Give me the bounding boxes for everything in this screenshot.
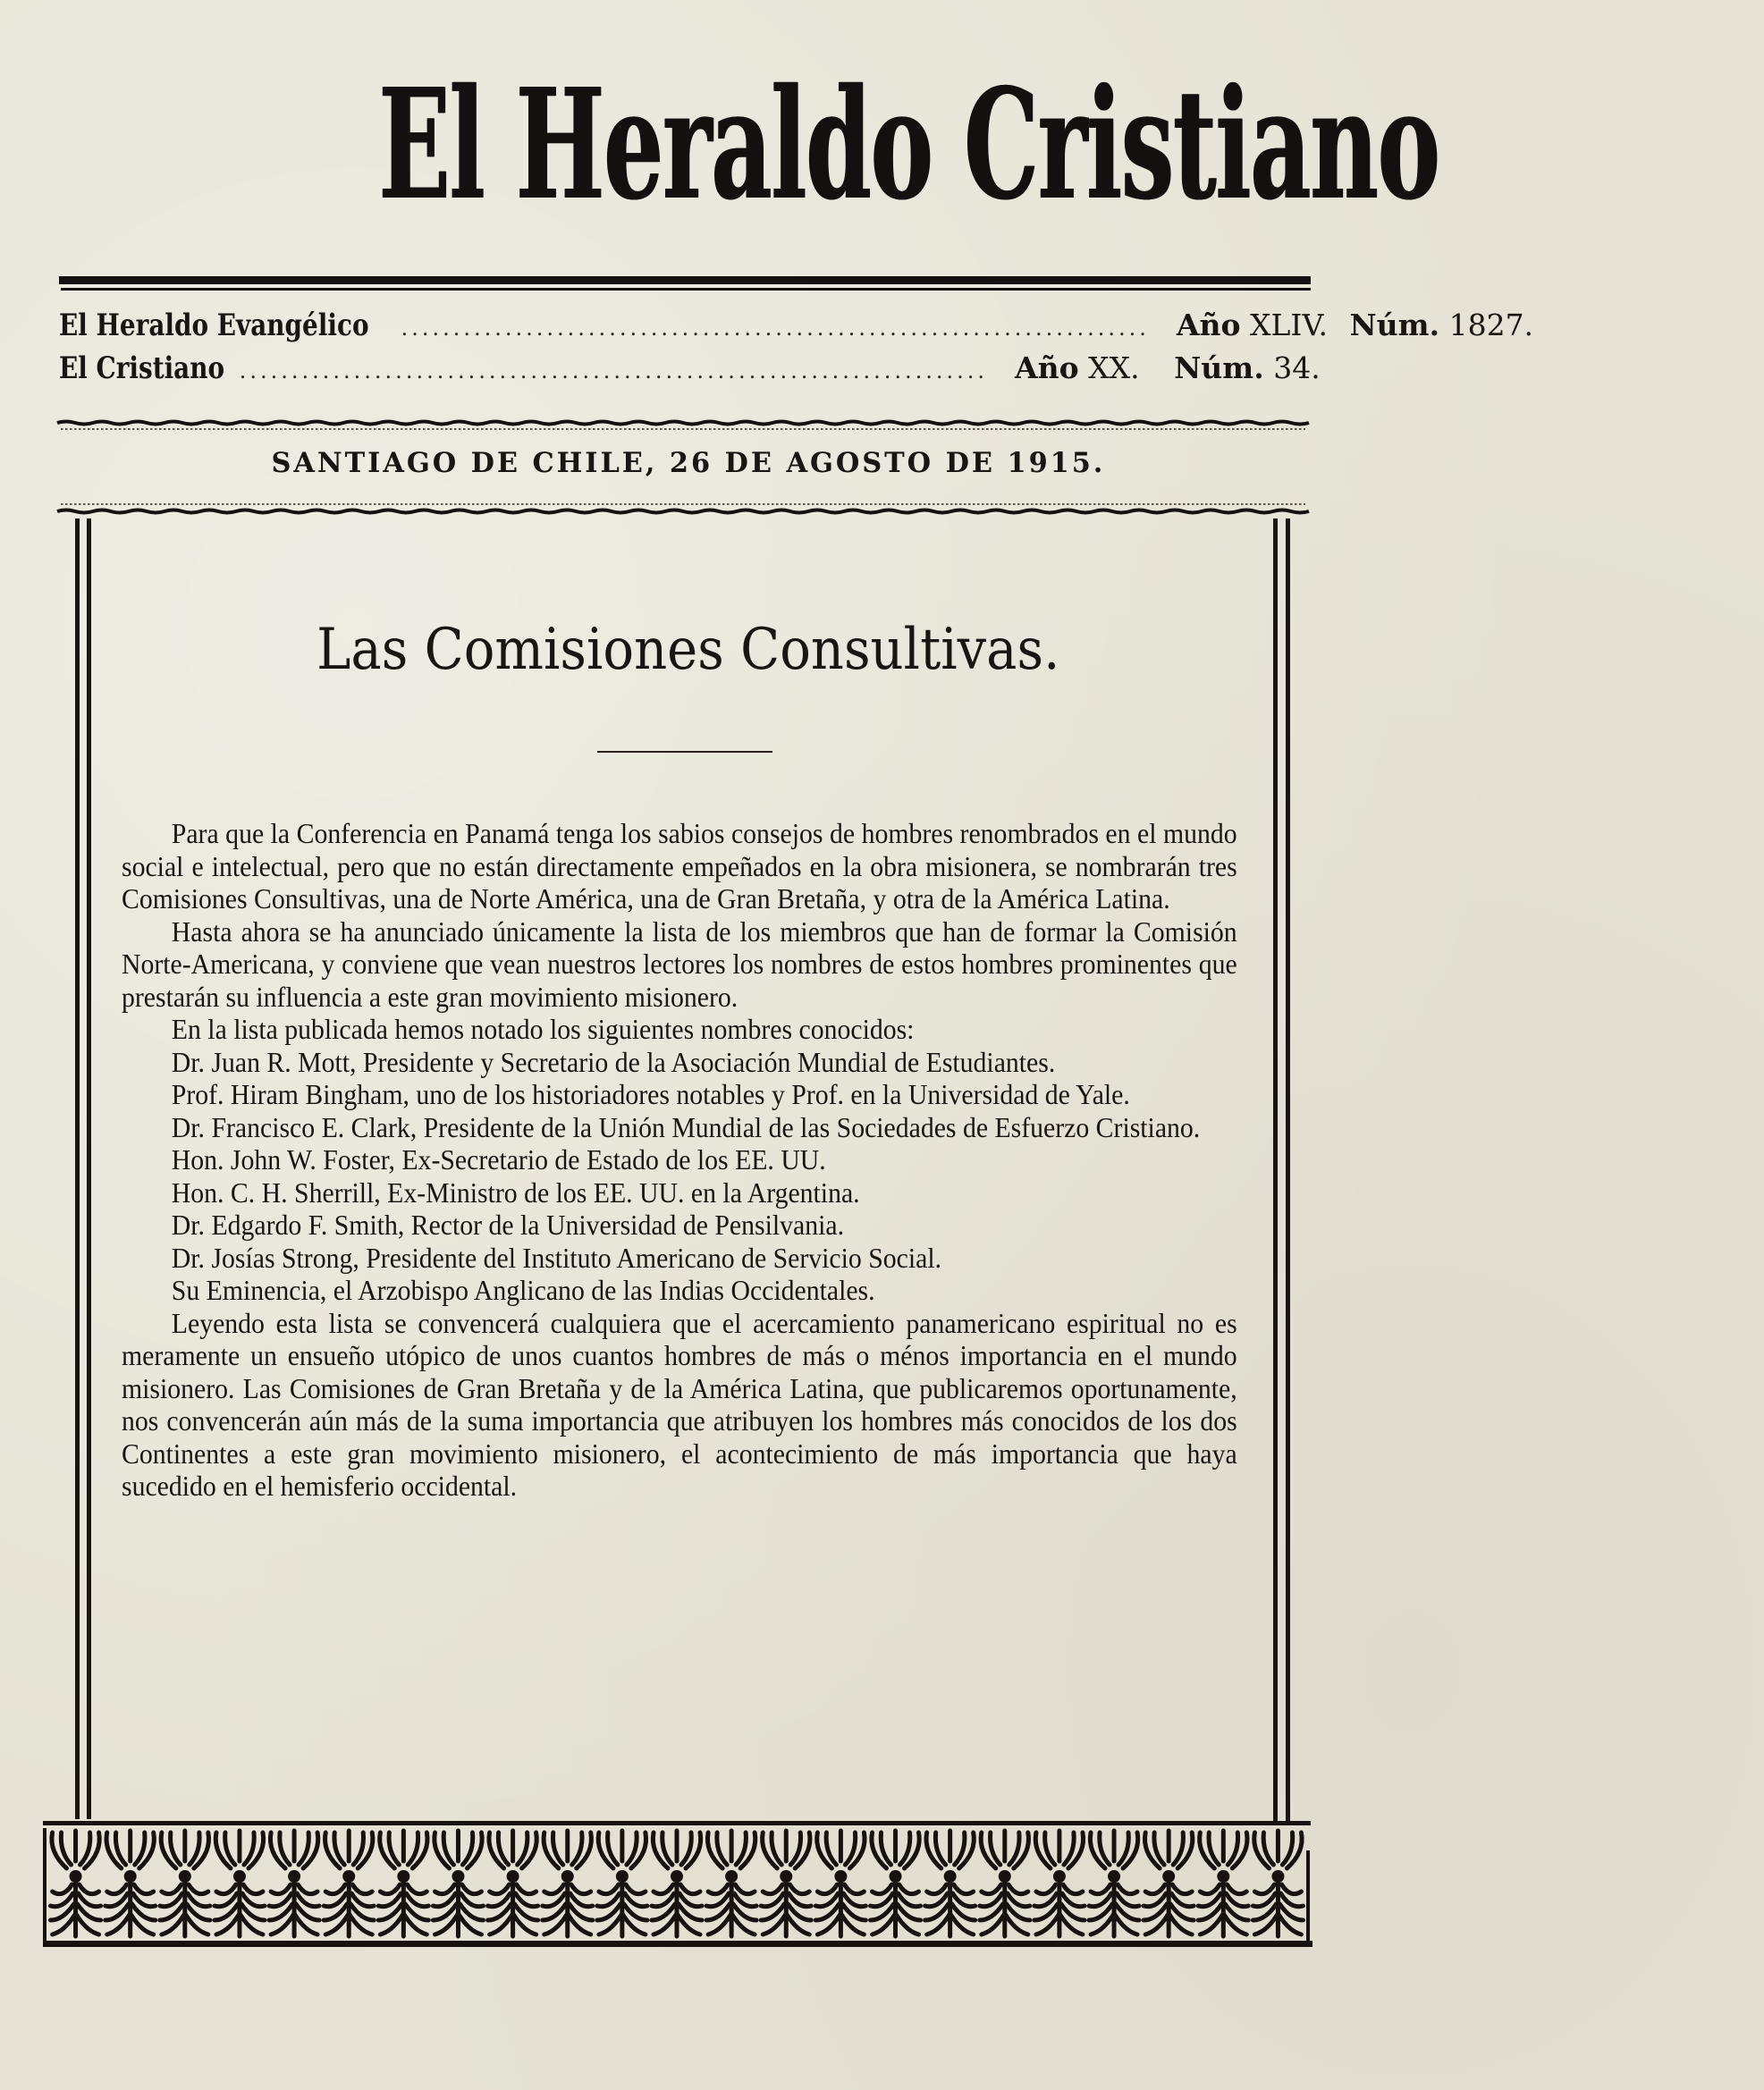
dotted-rule-bottom <box>61 503 1305 505</box>
tulip-icon <box>160 1831 210 1936</box>
masthead-title: El Heraldo Cristiano <box>378 55 1439 234</box>
subtitle-row <box>59 308 1534 350</box>
tulip-icon <box>324 1831 374 1936</box>
member-entry: Su Eminencia, el Arzobispo Anglicano de las Indias Occidentales. <box>171 1274 875 1306</box>
year-value: XLIV. <box>1250 308 1328 342</box>
ornament-band-bottom-rule <box>43 1941 1312 1947</box>
tulip-icon <box>815 1831 865 1936</box>
article-title <box>98 617 1279 683</box>
tulip-icon <box>269 1831 319 1936</box>
member-entry: Dr. Edgardo F. Smith, Rector de la Universidad de Pensilvania. <box>171 1209 845 1241</box>
wavy-rule-bottom <box>57 509 1309 514</box>
tulip-icon <box>1034 1831 1085 1936</box>
tulip-icon <box>215 1831 265 1936</box>
number-value: 1827. <box>1448 308 1534 342</box>
frame-right-inner <box>1273 518 1278 1821</box>
masthead-rule-thin <box>61 288 1311 291</box>
issue-info <box>1177 308 1533 342</box>
wavy-rule-path <box>57 510 1309 513</box>
masthead <box>54 55 1439 261</box>
year-label: Año <box>1015 350 1079 385</box>
article-body-inner <box>122 817 1237 1503</box>
subtitle-name: El Heraldo Evangélico <box>59 308 369 343</box>
member-entry: Dr. Juan R. Mott, Presidente y Secretario de la Asociación Mundial de Estudiantes. <box>171 1045 1056 1078</box>
article-title-text: Las Comisiones Consultivas. <box>317 617 1060 683</box>
tulip-icon <box>597 1831 647 1936</box>
tulip-icon <box>378 1831 428 1936</box>
member-entry: Hon. John W. Foster, Ex-Secretario de Estado de los EE. UU. <box>171 1143 826 1176</box>
title-underline-rule <box>597 751 772 753</box>
dateline-text: SANTIAGO DE CHILE, 26 DE AGOSTO DE 1915. <box>271 447 1106 479</box>
subtitle-row <box>59 350 1320 393</box>
paragraph: Para que la Conferencia en Panamá tenga los sabios consejos de hombres renombrados en el mundo social e intelectual, pero que no están directamente empeñados en la obra misionera, se nombrarán tres Comisiones Consultivas, una de Norte América, una de Gran Bretaña, y otra de la América Latina. <box>122 817 1237 914</box>
tulip-icon <box>433 1831 483 1936</box>
dot-leader: ........................................................................ <box>401 316 1150 341</box>
number-label: Núm. <box>1174 350 1264 385</box>
dateline <box>54 447 1323 479</box>
tulip-icon <box>761 1831 811 1936</box>
wavy-rule-top <box>57 420 1309 426</box>
tulip-icon <box>488 1831 538 1936</box>
tulip-icon <box>1089 1831 1139 1936</box>
ornament-band <box>48 1827 1305 1940</box>
wavy-rule-path <box>57 422 1309 425</box>
ornament-band-top-rule <box>43 1821 1311 1825</box>
closing-paragraph: Leyendo esta lista se convencerá cualquiera que el acercamiento panamericano espiritual no es meramente un ensueño utópico de unos cuantos hombres de más o ménos importancia en el mundo misionero. Las Comisiones de Gran Bretaña y de la América Latina, que publicaremos oportunamente, nos convencerán aún más de la suma importancia que atribuyen los hombres más conocidos de los dos Continentes a este gran movimiento misionero, el acontecimiento de más importancia que haya sucedido en el hemisferio occidental. <box>122 1306 1237 1502</box>
number-value: 34. <box>1273 350 1321 385</box>
tulip-icon <box>543 1831 593 1936</box>
article-body <box>122 817 1237 1503</box>
dotted-rule-top <box>61 428 1305 430</box>
ornament-band-right-rule <box>1306 1850 1310 1942</box>
tulip-icon <box>106 1831 156 1936</box>
number-label: Núm. <box>1349 308 1440 342</box>
frame-left-outer <box>75 518 80 1819</box>
frame-left-inner <box>87 518 91 1819</box>
paragraph: En la lista publicada hemos notado los siguientes nombres conocidos: <box>171 1013 915 1045</box>
member-entry: Dr. Francisco E. Clark, Presidente de la Unión Mundial de las Sociedades de Esfuerzo Cristiano. <box>171 1110 1201 1143</box>
tulip-icon <box>925 1831 975 1936</box>
frame-right-outer <box>1286 518 1290 1821</box>
tulip-icon <box>980 1831 1030 1936</box>
issue-info <box>1015 350 1321 385</box>
tulip-icon <box>1198 1831 1248 1936</box>
member-entry: Hon. C. H. Sherrill, Ex-Ministro de los EE. UU. en la Argentina. <box>171 1176 860 1209</box>
ornament-band-left-rule <box>43 1828 46 1941</box>
masthead-rule-thick <box>59 276 1311 284</box>
tulip-icon <box>706 1831 756 1936</box>
tulip-icon <box>1253 1831 1303 1936</box>
tulip-icon <box>871 1831 921 1936</box>
paragraph: Hasta ahora se ha anunciado únicamente la lista de los miembros que han de formar la Comisión Norte-Americana, y conviene que vean nuestros lectores los nombres de estos hombres prominentes que prestarán su influencia a este gran movimiento misionero. <box>122 914 1237 1013</box>
year-label: Año <box>1176 308 1241 342</box>
dot-leader: ........................................................................ <box>239 358 989 383</box>
member-entry: Prof. Hiram Bingham, uno de los historiadores notables y Prof. en la Universidad de Yale. <box>171 1078 1130 1110</box>
year-value: XX. <box>1088 350 1140 385</box>
member-entry: Dr. Josías Strong, Presidente del Instituto Americano de Servicio Social. <box>171 1241 942 1274</box>
tulip-icon <box>1144 1831 1194 1936</box>
tulip-icon <box>51 1831 101 1936</box>
subtitles-block <box>59 308 1534 393</box>
subtitle-name: El Cristiano <box>59 350 225 386</box>
tulip-icon <box>652 1831 702 1936</box>
